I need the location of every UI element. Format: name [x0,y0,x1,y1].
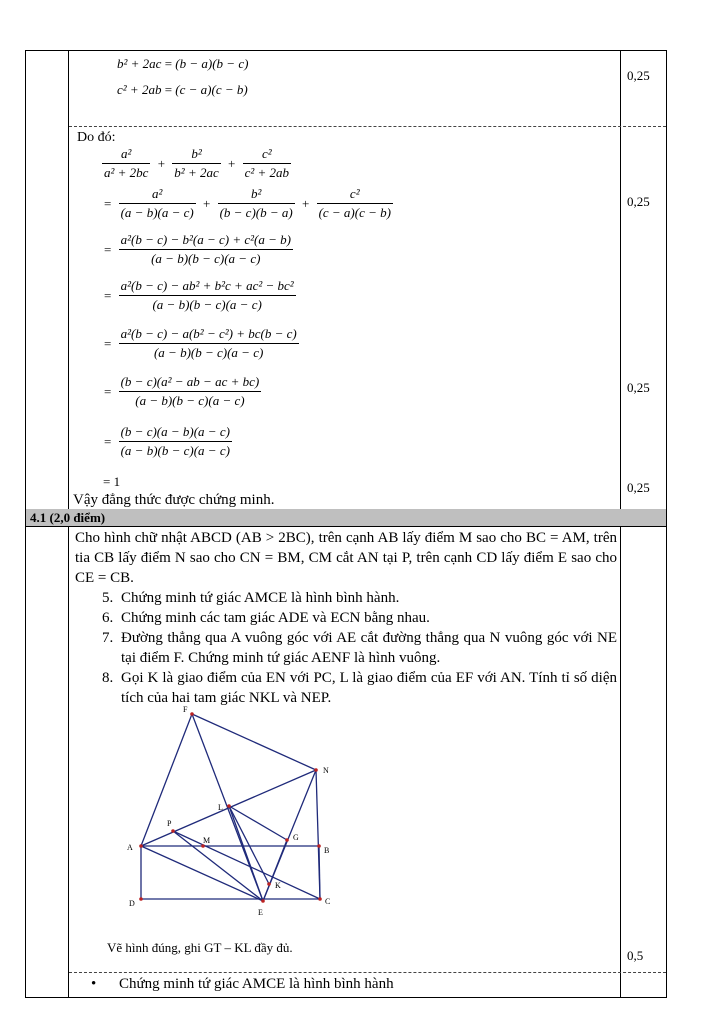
dashed-separator-1 [69,126,666,127]
score-2: 0,25 [627,194,650,209]
equals-sign: = [104,195,112,211]
point-n [314,768,318,772]
segment-eg [263,840,287,901]
label-k: K [275,881,281,890]
problem-intro: Cho hình chữ nhật ABCD (AB > 2BC), trên cạnh AB lấy điểm M sao cho BC = AM, trên tia CB lấy điểm N sao cho CN = BM, CM cắt AN tại P, trên cạnh CD lấy điểm E sao cho CE = CB. [75,530,617,586]
numerator: c² [243,146,291,164]
score-4: 0,25 [627,480,650,495]
label-p: P [167,819,172,828]
problem-item: 6. Chứng minh các tam giác ADE và ECN bằng nhau. [117,608,617,628]
numerator: (b − c)(a − b)(a − c) [119,424,232,442]
label-d: D [129,899,135,908]
numerator: b² [218,186,295,204]
fraction [119,326,299,361]
step-5 [101,326,300,361]
figure-caption: Vẽ hình đúng, ghi GT – KL đầy đủ. [107,940,293,955]
equation-b-lhs: b² + 2ac [117,56,162,71]
equals-sign: = [104,383,112,399]
numerator: a²(b − c) − ab² + b²c + ac² − bc² [119,278,296,296]
problem-item: 8. Gọi K là giao điểm của EN với PC, L là giao điểm của EF với AN. Tính tỉ số diện tích của hai tam giác NKL và NEP. [117,668,617,708]
equation-c [117,82,248,98]
problem-items [75,588,617,708]
bullet-item [91,974,394,994]
step-7 [101,424,233,459]
plus-sign: + [202,195,211,211]
segment-le [229,806,263,901]
numerator: a²(b − c) − a(b² − c²) + bc(b − c) [119,326,299,344]
problem-item: 5. Chứng minh tứ giác AMCE là hình bình hành. [117,588,617,608]
label-f: F [183,705,188,714]
equation-b [117,56,248,72]
step-8: = 1 [103,474,121,489]
denominator: (a − b)(b − c)(a − c) [151,251,261,266]
equals-sign: = [104,335,112,351]
numerator: c² [317,186,393,204]
fraction [119,186,196,221]
label-n: N [323,766,329,775]
step-4 [101,278,297,313]
denominator: b² + 2ac [174,165,219,180]
equation-c-rhs: (c − a)(c − b) [175,82,248,97]
figure-lines [141,714,320,901]
equation-b-rhs: (b − a)(b − c) [175,56,249,71]
fraction [119,232,293,267]
score-1: 0,25 [627,68,650,83]
point-a [139,844,143,848]
fraction [218,186,295,221]
geometry-figure [115,700,345,925]
table-col-divider-1 [68,50,69,509]
fraction [243,146,291,181]
numerator: (b − c)(a² − ab − ac + bc) [119,374,262,392]
step-2 [101,186,394,221]
table-col-divider-1b [68,526,69,998]
table-border-bottom [25,997,667,998]
table-col-divider-2 [620,50,621,509]
numerator: a²(b − c) − b²(a − c) + c²(a − b) [119,232,293,250]
plus-sign: + [301,195,310,211]
plus-sign: + [228,155,236,171]
point-b [317,844,321,848]
problem-statement [75,528,617,708]
step-3 [101,232,294,267]
fraction [172,146,220,181]
point-c [318,897,322,901]
denominator: (b − c)(b − a) [219,205,293,220]
label-a: A [127,843,133,852]
point-d [139,897,143,901]
numerator: b² [172,146,220,164]
section-border-bottom [25,526,667,527]
problem-item: 7. Đường thẳng qua A vuông góc với AE cắt đường thẳng qua N vuông góc với NE tại điểm F. Chứng minh tứ giác AENF là hình vuông. [117,628,617,668]
denominator: a² + 2bc [104,165,149,180]
denominator: c² + 2ab [244,165,290,180]
numerator: a² [102,146,150,164]
bullet-text: Chứng minh tứ giác AMCE là hình bình hành [119,976,394,992]
table-border-right [666,50,667,998]
step-1 [101,146,292,181]
denominator: (c − a)(c − b) [318,205,391,220]
dashed-separator-2 [69,972,666,973]
point-l [227,804,231,808]
label-c: C [325,897,331,906]
denominator: (a − b)(b − c)(a − c) [152,297,262,312]
denominator: (a − b)(a − c) [120,205,194,220]
plus-sign: + [157,155,166,171]
score-5: 0,5 [627,948,644,963]
score-3: 0,25 [627,380,650,395]
numerator: a² [119,186,196,204]
table-border-top [25,50,667,51]
point-e [261,899,265,903]
equals-sign: = [104,433,112,449]
label-m: M [203,836,211,845]
point-p [171,829,175,833]
answer-table [25,50,667,998]
equals-sign: = [164,82,173,97]
equation-c-lhs: c² + 2ab [117,82,162,97]
table-col-divider-2b [620,526,621,998]
point-g [285,838,289,842]
equals-sign: = [164,56,173,71]
section-header: 4.1 (2,0 điểm) [26,509,666,526]
label-l: L [218,803,223,812]
conclusion-text: Vậy đẳng thức được chứng minh. [73,492,275,508]
label-e: E [258,908,263,917]
fraction [119,374,262,409]
do-do-label: Do đó: [77,130,116,145]
bullet-dot-icon: • [91,976,97,992]
point-k [267,882,271,886]
equals-sign: = [104,241,112,257]
fraction [317,186,393,221]
fraction [119,278,296,313]
fraction [119,424,232,459]
segment-nc [316,770,320,899]
label-g: G [293,833,299,842]
denominator: (a − b)(b − c)(a − c) [135,393,245,408]
step-6 [101,374,262,409]
denominator: (a − b)(b − c)(a − c) [153,345,264,360]
label-b: B [324,846,330,855]
denominator: (a − b)(b − c)(a − c) [120,443,230,458]
equals-sign: = [104,287,112,303]
point-f [190,712,194,716]
fraction [102,146,150,181]
